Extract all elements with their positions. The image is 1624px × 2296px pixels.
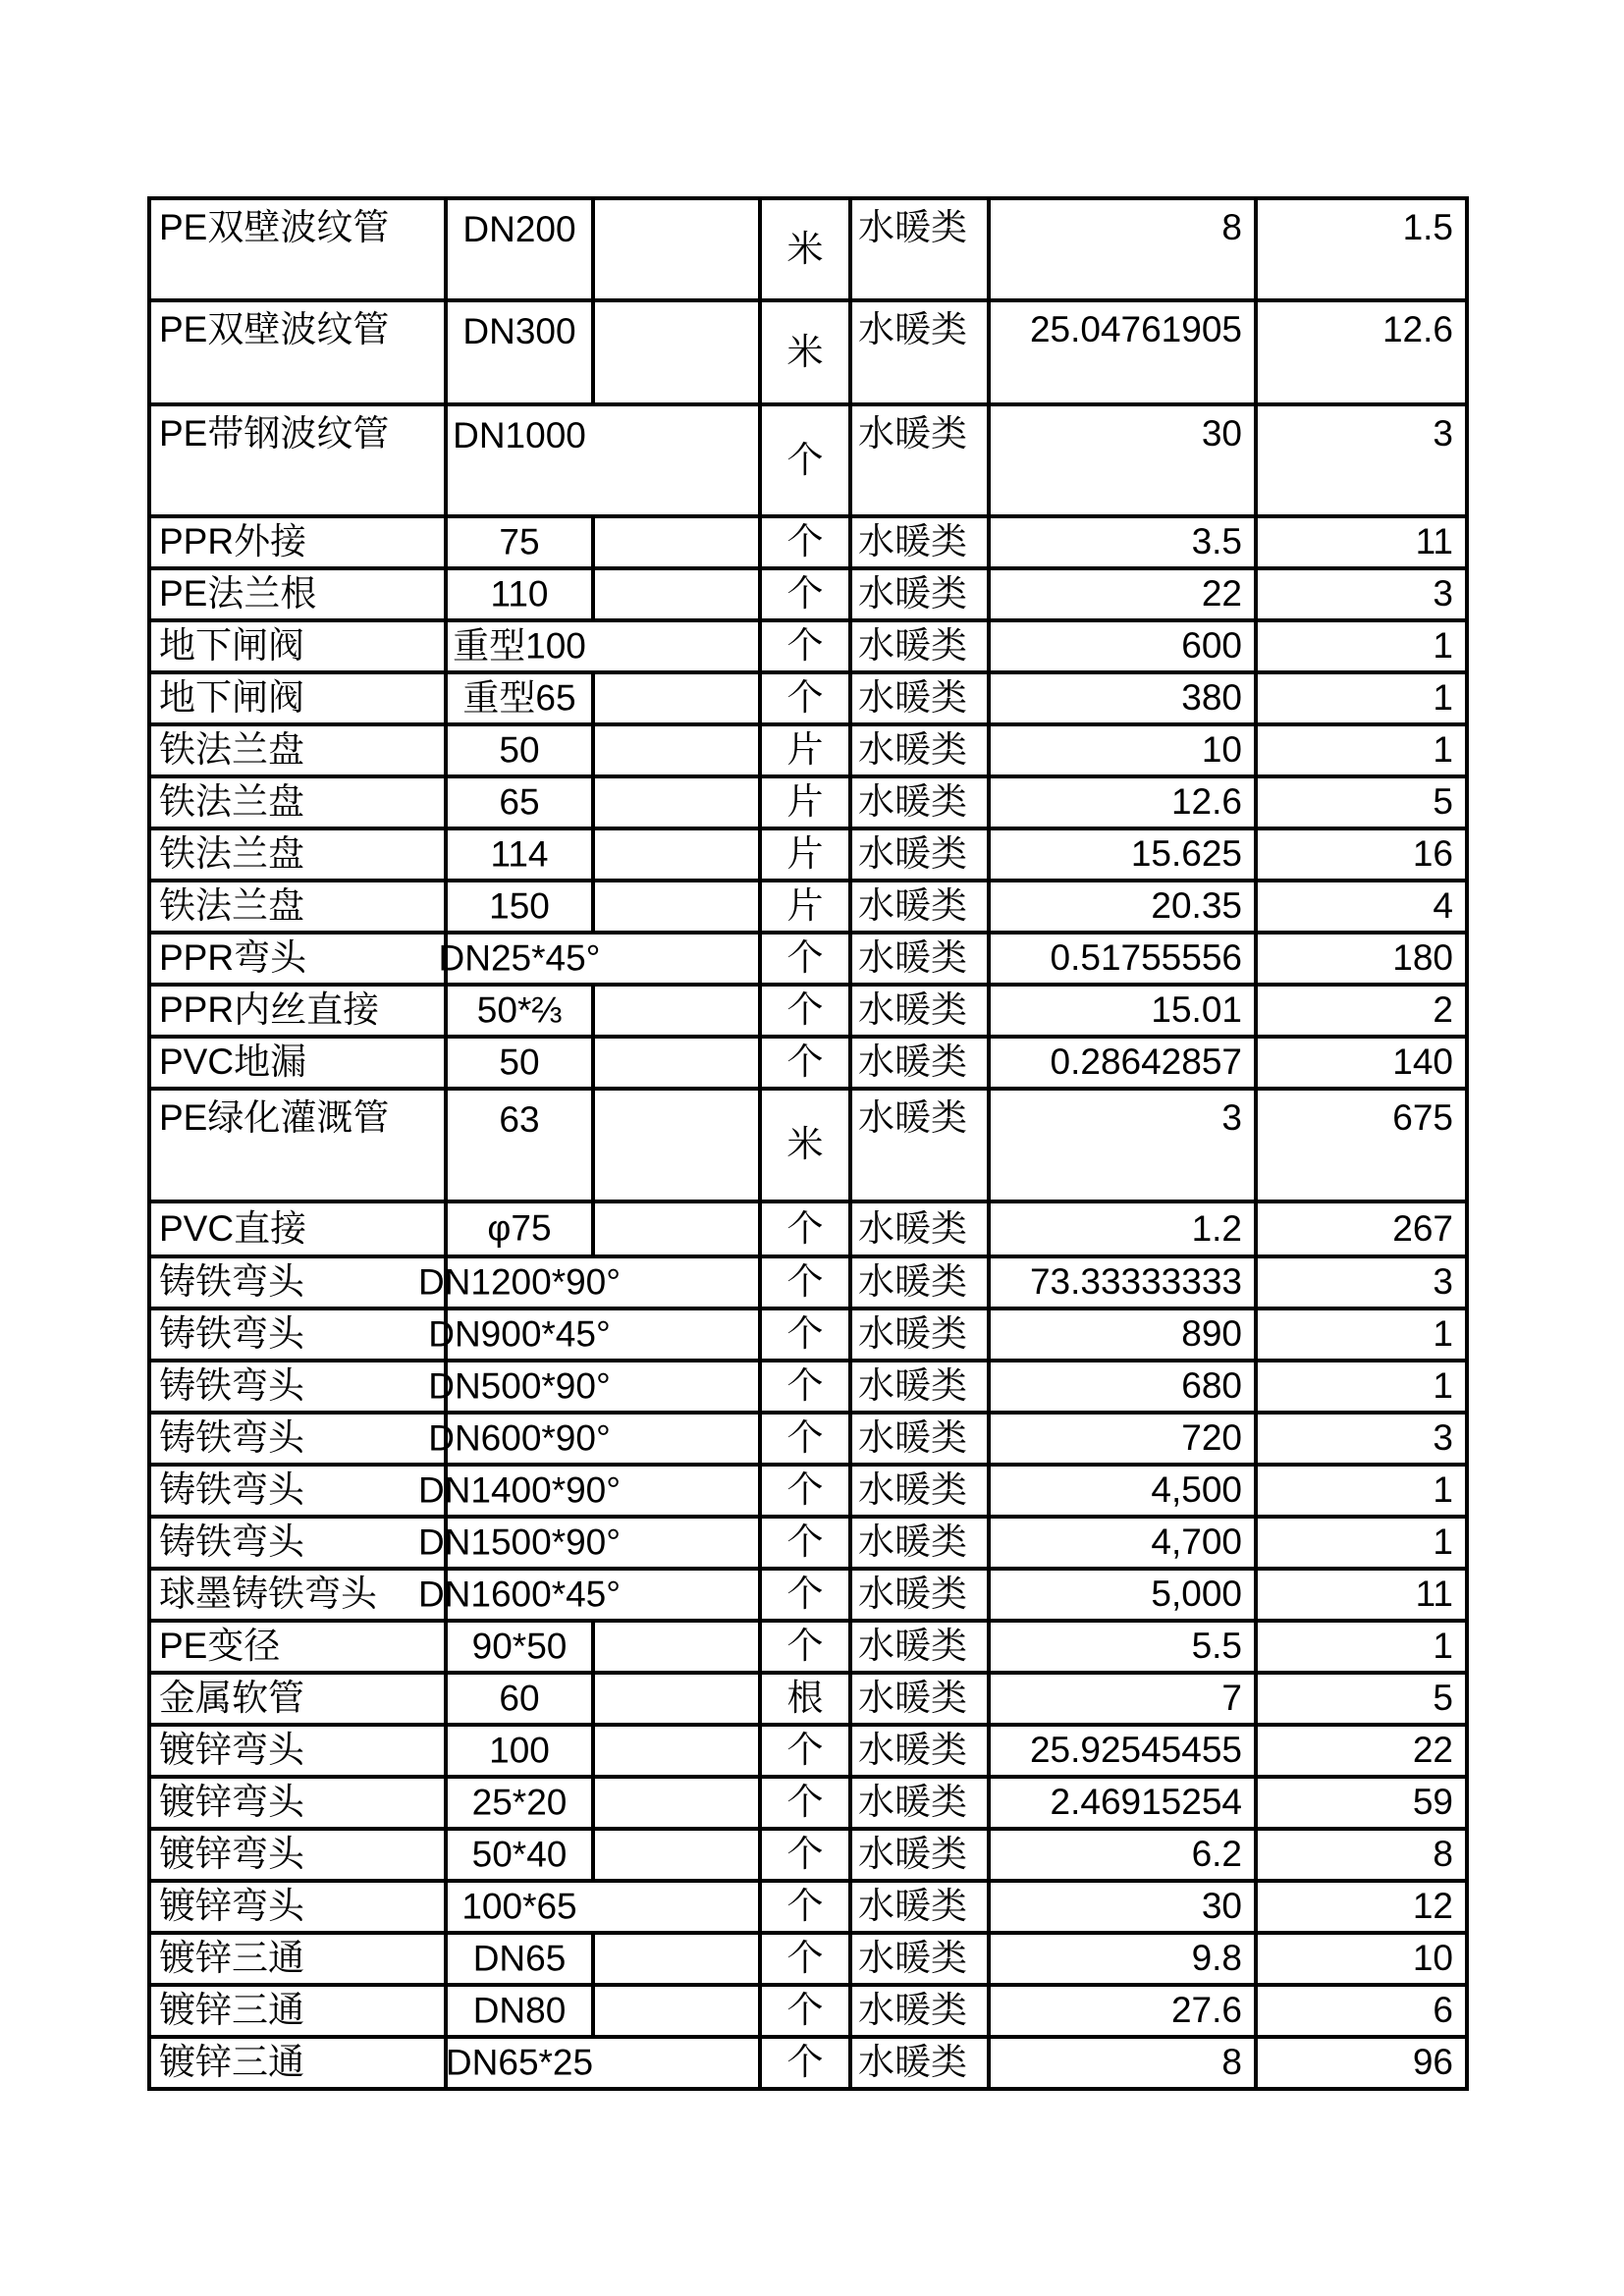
spec-column-divider [591,987,595,1035]
item-category: 水暖类 [858,1207,967,1249]
item-quantity: 5 [1433,781,1453,823]
table-row [151,2039,1465,2087]
item-name: 球墨铸铁弯头 [159,1574,377,1615]
item-spec-cell [438,934,758,983]
table-row [151,1675,1465,1727]
table-row [151,622,1465,674]
item-spec: 150 [489,885,550,927]
item-unit-price: 30 [1201,1886,1242,1927]
item-category: 水暖类 [858,1261,967,1303]
table-row [151,1258,1465,1310]
item-unit-price: 30 [1201,413,1242,454]
table-row [151,1935,1465,1987]
item-spec-cell [448,1091,758,1200]
item-unit-price: 22 [1201,573,1242,614]
item-unit-price: 25.92545455 [1029,1730,1242,1771]
table-row [151,518,1465,570]
item-spec: 50*⅔ [476,989,563,1031]
spec-column-divider [591,674,595,722]
table-row [151,1779,1465,1831]
item-spec: 100 [489,1730,550,1771]
item-spec-cell [448,987,758,1035]
item-name: 金属软管 [159,1678,304,1719]
item-spec: DN80 [472,1990,567,2031]
materials-table [147,196,1469,2091]
item-name: PVC地漏 [159,1041,307,1083]
item-spec-cell [417,1467,758,1515]
item-spec-cell [417,1519,758,1567]
item-spec-cell [448,1623,758,1671]
item-category: 水暖类 [858,1678,967,1719]
item-unit: 个 [786,1990,824,2031]
table-row [151,1467,1465,1519]
item-spec-cell [448,622,758,670]
item-spec: DN65*25 [445,2042,594,2083]
item-unit: 个 [786,1730,824,1771]
item-category: 水暖类 [858,413,967,454]
item-quantity: 96 [1412,2042,1453,2083]
spec-column-divider [591,1039,595,1087]
item-unit-price: 680 [1181,1365,1242,1407]
item-unit: 个 [786,1041,824,1083]
spec-column-divider [591,570,595,618]
item-unit: 个 [786,989,824,1031]
item-spec: 重型65 [462,677,576,719]
table-row [151,987,1465,1039]
item-quantity: 3 [1433,413,1453,454]
item-category: 水暖类 [858,729,967,771]
item-unit: 个 [786,1574,824,1615]
item-quantity: 22 [1412,1730,1453,1771]
item-name: 铁法兰盘 [159,781,304,823]
item-quantity: 1 [1433,1626,1453,1667]
spec-column-divider [591,882,595,931]
item-unit-price: 890 [1181,1313,1242,1355]
item-category: 水暖类 [858,1522,967,1563]
item-spec-cell [417,1258,758,1307]
item-name: 镀锌弯头 [159,1782,304,1823]
item-category: 水暖类 [858,207,967,247]
item-quantity: 6 [1433,1990,1453,2031]
item-name: 铁法兰盘 [159,885,304,927]
item-unit: 个 [786,573,824,614]
item-spec: DN25*45° [438,937,601,979]
item-unit: 个 [786,1938,824,1979]
item-category: 水暖类 [858,1886,967,1927]
item-spec: DN1200*90° [417,1261,622,1303]
item-spec-cell [448,200,758,298]
item-unit-price: 8 [1221,207,1242,247]
item-name: 铸铁弯头 [159,1417,304,1459]
item-spec: DN300 [462,311,576,351]
item-quantity: 11 [1415,521,1453,562]
table-row [151,1415,1465,1467]
item-quantity: 1 [1433,1469,1453,1511]
item-spec: DN500*90° [428,1365,611,1407]
item-quantity: 8 [1433,1834,1453,1875]
item-spec-cell [448,1727,758,1775]
item-spec-cell [448,778,758,827]
table-row [151,882,1465,934]
item-spec: 100*65 [461,1886,577,1927]
item-category: 水暖类 [858,1730,967,1771]
item-quantity: 5 [1433,1678,1453,1719]
item-unit-price: 73.33333333 [1029,1261,1242,1303]
item-unit-price: 600 [1181,625,1242,667]
item-spec-cell [448,1779,758,1827]
item-spec: 75 [499,521,540,562]
table-row [151,1727,1465,1779]
item-unit: 个 [786,937,824,979]
item-unit: 根 [786,1678,824,1719]
item-category: 水暖类 [858,1938,967,1979]
item-category: 水暖类 [858,1313,967,1355]
table-row [151,1623,1465,1675]
item-category: 水暖类 [858,1417,967,1459]
item-category: 水暖类 [858,1041,967,1083]
item-spec: 25*20 [471,1782,568,1823]
item-quantity: 1 [1433,1313,1453,1355]
item-spec: DN200 [462,209,576,249]
item-category: 水暖类 [858,1365,967,1407]
item-name: 镀锌弯头 [159,1886,304,1927]
item-spec-cell [448,1203,758,1255]
item-name: 镀锌三通 [159,2042,304,2083]
item-quantity: 16 [1412,833,1453,875]
item-name: 铁法兰盘 [159,833,304,875]
item-name: 地下闸阀 [159,625,304,667]
item-category: 水暖类 [858,309,967,349]
item-unit: 米 [786,1124,824,1165]
item-quantity: 1.5 [1402,207,1453,247]
item-unit: 个 [786,1207,824,1249]
item-unit: 个 [786,677,824,719]
item-category: 水暖类 [858,781,967,823]
table-row [151,200,1465,302]
materials-table-body [151,200,1465,2087]
item-spec-cell [448,882,758,931]
item-spec-cell [428,1310,758,1359]
item-unit: 米 [786,331,824,372]
item-category: 水暖类 [858,885,967,927]
spec-column-divider [591,1091,595,1200]
item-unit-price: 5.5 [1191,1626,1242,1667]
item-unit: 个 [786,439,824,480]
item-name: 镀锌三通 [159,1938,304,1979]
item-quantity: 3 [1433,1417,1453,1459]
item-quantity: 267 [1392,1207,1453,1249]
item-unit-price: 0.51755556 [1050,937,1242,979]
table-row [151,1091,1465,1203]
spec-column-divider [591,778,595,827]
table-row [151,1987,1465,2039]
item-category: 水暖类 [858,573,967,614]
item-unit: 个 [786,625,824,667]
item-unit-price: 2.46915254 [1050,1782,1242,1823]
item-spec-cell [448,830,758,879]
item-spec: 60 [499,1678,540,1719]
item-name: 镀锌弯头 [159,1834,304,1875]
item-name: PE变径 [159,1626,281,1667]
item-unit: 个 [786,521,824,562]
item-name: PPR内丝直接 [159,989,380,1031]
item-unit-price: 4,500 [1151,1469,1242,1511]
item-unit: 个 [786,1313,824,1355]
item-spec-cell [448,406,758,514]
spec-column-divider [591,200,595,298]
item-unit: 片 [786,781,824,823]
table-row [151,1039,1465,1091]
spec-column-divider [591,1935,595,1983]
item-name: PE带钢波纹管 [159,413,390,454]
item-unit: 个 [786,1886,824,1927]
item-spec: 90*50 [471,1626,568,1667]
item-spec-cell [448,302,758,402]
item-spec: 50*40 [471,1834,568,1875]
item-spec-cell [448,1987,758,2035]
item-spec: DN1400*90° [417,1469,622,1511]
item-category: 水暖类 [858,521,967,562]
item-category: 水暖类 [858,1834,967,1875]
item-quantity: 3 [1433,573,1453,614]
item-spec: DN1000 [453,415,586,455]
item-quantity: 12.6 [1381,309,1453,349]
item-spec: DN900*45° [428,1313,611,1355]
item-unit-price: 7 [1221,1678,1242,1719]
item-unit-price: 6.2 [1191,1834,1242,1875]
spec-column-divider [591,1779,595,1827]
item-name: 铁法兰盘 [159,729,304,771]
item-name: PVC直接 [159,1207,307,1249]
item-spec: DN65 [472,1938,567,1979]
table-row [151,302,1465,406]
item-spec-cell [448,1039,758,1087]
item-quantity: 1 [1433,1522,1453,1563]
item-quantity: 675 [1392,1097,1453,1138]
item-spec: 50 [499,1041,540,1083]
item-spec-cell [448,518,758,566]
table-row [151,570,1465,622]
item-name: PE双壁波纹管 [159,309,390,349]
item-unit-price: 1.2 [1191,1207,1242,1249]
item-quantity: 59 [1412,1782,1453,1823]
item-unit: 个 [786,1365,824,1407]
item-quantity: 3 [1433,1261,1453,1303]
spec-column-divider [591,1727,595,1775]
item-name: 铸铁弯头 [159,1469,304,1511]
item-unit: 个 [786,1782,824,1823]
item-spec-cell [448,1935,758,1983]
table-row [151,830,1465,882]
item-name: PE法兰根 [159,573,317,614]
item-name: 铸铁弯头 [159,1522,304,1563]
item-unit: 个 [786,1261,824,1303]
item-quantity: 4 [1433,885,1453,927]
item-spec: DN1600*45° [417,1574,622,1615]
spec-column-divider [591,1623,595,1671]
item-unit: 个 [786,1469,824,1511]
item-unit-price: 3 [1221,1097,1242,1138]
item-category: 水暖类 [858,677,967,719]
spec-column-divider [591,1987,595,2035]
item-unit-price: 25.04761905 [1029,309,1242,349]
item-category: 水暖类 [858,833,967,875]
spec-column-divider [591,726,595,774]
item-spec-cell [445,2039,758,2087]
item-unit-price: 5,000 [1151,1574,1242,1615]
item-quantity: 12 [1412,1886,1453,1927]
item-name: PPR弯头 [159,937,307,979]
item-category: 水暖类 [858,937,967,979]
table-row [151,1883,1465,1935]
item-unit-price: 20.35 [1151,885,1242,927]
table-row [151,674,1465,726]
item-unit-price: 15.01 [1151,989,1242,1031]
spec-column-divider [591,1675,595,1723]
item-category: 水暖类 [858,1097,967,1138]
item-spec-cell [448,1883,758,1931]
item-unit-price: 10 [1201,729,1242,771]
item-unit-price: 8 [1221,2042,1242,2083]
item-name: PPR外接 [159,521,307,562]
item-name: 铸铁弯头 [159,1261,304,1303]
item-spec: DN1500*90° [417,1522,622,1563]
item-name: 镀锌弯头 [159,1730,304,1771]
item-category: 水暖类 [858,2042,967,2083]
item-category: 水暖类 [858,1626,967,1667]
spec-column-divider [591,830,595,879]
item-category: 水暖类 [858,625,967,667]
item-quantity: 2 [1433,989,1453,1031]
item-name: PE绿化灌溉管 [159,1097,390,1138]
table-row [151,1831,1465,1883]
spec-column-divider [591,518,595,566]
table-row [151,1519,1465,1571]
item-spec-cell [448,674,758,722]
item-unit-price: 4,700 [1151,1522,1242,1563]
item-unit-price: 15.625 [1130,833,1242,875]
item-unit-price: 720 [1181,1417,1242,1459]
item-unit: 个 [786,1522,824,1563]
table-row [151,1203,1465,1258]
item-spec: 110 [490,573,549,614]
table-row [151,1571,1465,1623]
item-spec-cell [448,726,758,774]
item-spec: DN600*90° [428,1417,611,1459]
spec-column-divider [591,1203,595,1255]
item-name: 铸铁弯头 [159,1365,304,1407]
table-row [151,778,1465,830]
item-name: PE双壁波纹管 [159,207,390,247]
item-unit: 个 [786,1417,824,1459]
item-unit-price: 27.6 [1170,1990,1242,2031]
item-category: 水暖类 [858,1469,967,1511]
table-row [151,406,1465,518]
spec-column-divider [591,302,595,402]
item-category: 水暖类 [858,1782,967,1823]
item-spec-cell [448,570,758,618]
table-row [151,726,1465,778]
item-unit-price: 0.28642857 [1050,1041,1242,1083]
item-spec-cell [417,1571,758,1619]
table-row [151,934,1465,987]
item-spec-cell [448,1831,758,1879]
item-category: 水暖类 [858,1574,967,1615]
item-unit: 片 [786,729,824,771]
item-spec: φ75 [487,1207,552,1249]
item-unit-price: 9.8 [1191,1938,1242,1979]
item-spec: 65 [499,781,540,823]
table-row [151,1310,1465,1362]
item-unit-price: 12.6 [1170,781,1242,823]
item-unit: 片 [786,833,824,875]
spec-column-divider [591,1831,595,1879]
item-quantity: 11 [1415,1574,1453,1615]
item-unit: 米 [786,228,824,269]
item-spec: 114 [490,833,549,875]
item-spec-cell [428,1415,758,1463]
item-spec: 重型100 [453,625,586,667]
item-quantity: 10 [1412,1938,1453,1979]
item-quantity: 1 [1433,1365,1453,1407]
item-unit: 个 [786,1626,824,1667]
item-unit: 个 [786,1834,824,1875]
item-quantity: 1 [1433,625,1453,667]
item-quantity: 140 [1392,1041,1453,1083]
item-unit-price: 380 [1181,677,1242,719]
item-spec: 63 [499,1099,540,1140]
item-category: 水暖类 [858,989,967,1031]
table-row [151,1362,1465,1415]
item-spec: 50 [499,729,540,771]
item-unit: 片 [786,885,824,927]
item-name: 地下闸阀 [159,677,304,719]
item-quantity: 1 [1433,677,1453,719]
item-spec-cell [428,1362,758,1411]
item-unit: 个 [786,2042,824,2083]
item-name: 镀锌三通 [159,1990,304,2031]
item-category: 水暖类 [858,1990,967,2031]
item-quantity: 1 [1433,729,1453,771]
item-unit-price: 3.5 [1191,521,1242,562]
item-spec-cell [448,1675,758,1723]
item-quantity: 180 [1392,937,1453,979]
item-name: 铸铁弯头 [159,1313,304,1355]
